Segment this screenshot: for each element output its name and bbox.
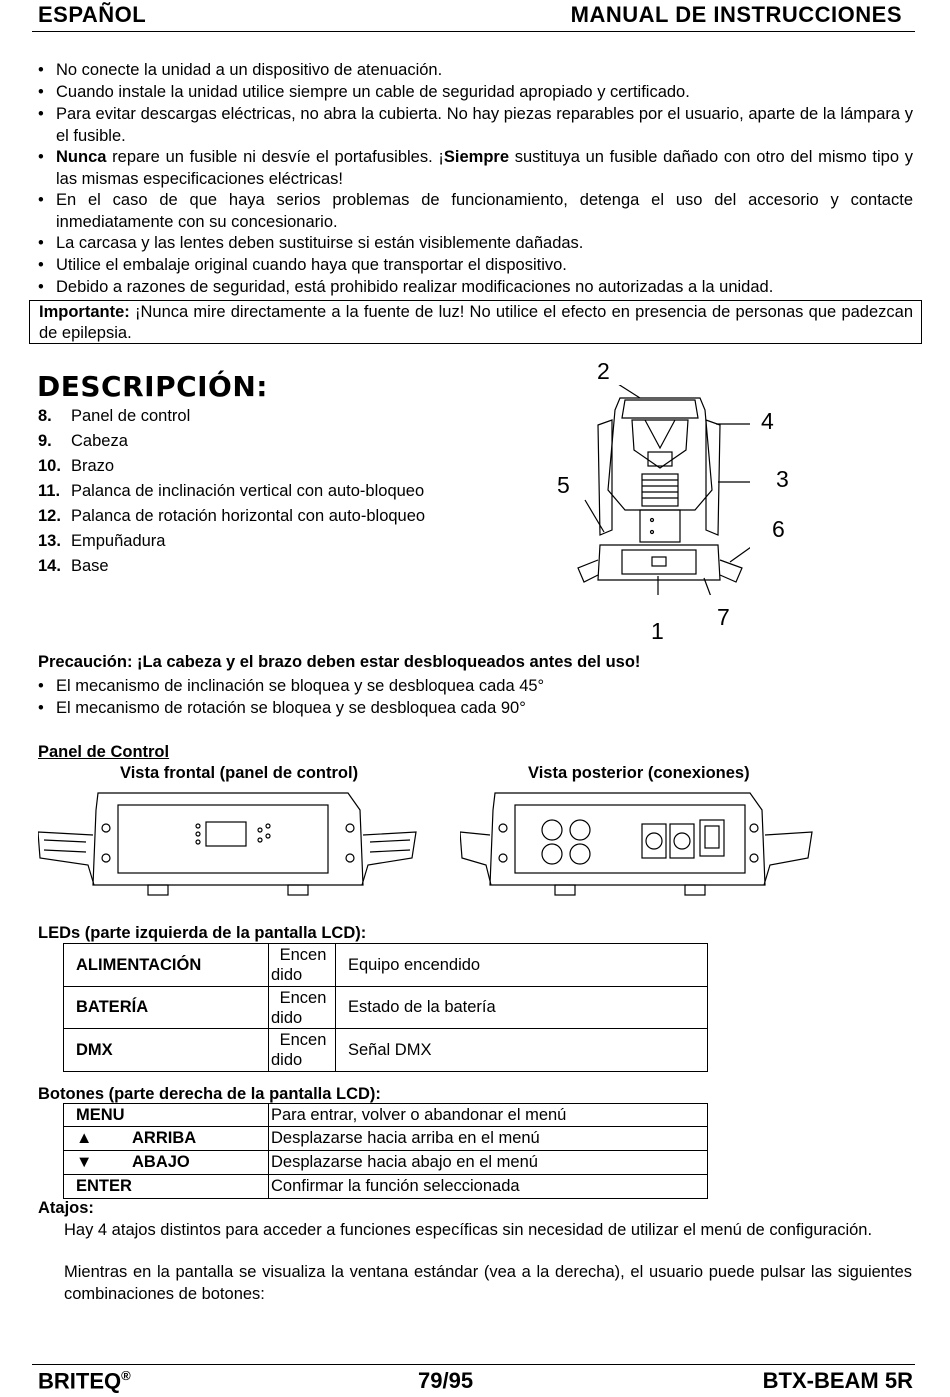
callout-4: 4 — [761, 408, 774, 434]
description-item: 10. Brazo — [38, 457, 115, 475]
front-view-illustration — [38, 790, 418, 900]
caution-item: • El mecanismo de inclinación se bloquea y se desbloquea cada 45° — [38, 677, 545, 695]
shortcuts-title: Atajos: — [38, 1199, 94, 1217]
description-item: 11. Palanca de inclinación vertical con auto-bloqueo — [38, 482, 425, 500]
description-item: 12. Palanca de rotación horizontal con auto-bloqueo — [38, 507, 426, 525]
bullet-item: • Cuando instale la unidad utilice siempre un cable de seguridad apropiado y certificado. — [38, 83, 690, 101]
rear-view-illustration — [460, 790, 815, 900]
description-item: 9. Cabeza — [38, 432, 128, 450]
bullet-item: • No conecte la unidad a un dispositivo de atenuación. — [38, 61, 443, 79]
callout-5: 5 — [557, 472, 570, 498]
control-panel-title: Panel de Control — [38, 743, 170, 761]
callout-7: 7 — [717, 604, 730, 630]
important-box — [29, 300, 922, 344]
caution-title: Precaución: ¡La cabeza y el brazo deben estar desbloqueados antes del uso! — [38, 653, 641, 671]
description-item: 8. Panel de control — [38, 407, 191, 425]
important-text: ¡Nunca mire directamente a la fuente de luz! No utilice el efecto en presencia de personas que padezcan de epilepsia. — [39, 303, 913, 342]
shortcuts-paragraph-2: Mientras en la pantalla se visualiza la ventana estándar (vea a la derecha), el usuario puede pulsar las siguientes combinaciones de botones: — [64, 1263, 912, 1303]
rear-view-caption: Vista posterior (conexiones) — [528, 764, 750, 782]
caution-item: • El mecanismo de rotación se bloquea y se desbloquea cada 90° — [38, 699, 526, 717]
description-item: 13. Empuñadura — [38, 532, 166, 550]
table-row: BATERÍA Encen dido Estado de la batería — [64, 987, 708, 1029]
shortcuts-paragraph-1: Hay 4 atajos distintos para acceder a funciones específicas sin necesidad de utilizar el menú de configuración. — [64, 1221, 873, 1239]
header-rule — [32, 31, 915, 32]
footer-rule — [32, 1364, 915, 1365]
header-title: MANUAL DE INSTRUCCIONES — [570, 2, 902, 27]
table-row: ▲ ARRIBA Desplazarse hacia arriba en el menú — [64, 1127, 708, 1151]
bullet-item: • En el caso de que haya serios problemas de funcionamiento, detenga el uso del accesorio y contacte inmediatamente con su concesionario. — [38, 191, 913, 231]
bullet-item: • Nunca repare un fusible ni desvíe el portafusibles. ¡Siempre sustituya un fusible dañado con otro del mismo tipo y las mismas especificaciones eléctricas! — [38, 148, 913, 188]
table-row: DMX Encen dido Señal DMX — [64, 1029, 708, 1072]
leds-title: LEDs (parte izquierda de la pantalla LCD): — [38, 924, 367, 942]
moving-head-illustration — [570, 385, 750, 595]
bullet-item: • Utilice el embalaje original cuando haya que transportar el dispositivo. — [38, 256, 567, 274]
footer-model: BTX-BEAM 5R — [762, 1368, 913, 1393]
callout-6: 6 — [772, 516, 785, 542]
leds-table — [63, 943, 708, 1072]
callout-2: 2 — [597, 358, 610, 384]
table-row: MENU Para entrar, volver o abandonar el menú — [64, 1104, 708, 1127]
table-row: ENTER Confirmar la función seleccionada — [64, 1175, 708, 1199]
description-item: 14. Base — [38, 557, 109, 575]
callout-3: 3 — [776, 466, 789, 492]
important-label: Importante: — [39, 303, 130, 321]
header-language: ESPAÑOL — [38, 2, 147, 27]
bullet-item: • Debido a razones de seguridad, está prohibido realizar modificaciones no autorizadas a la unidad. — [38, 278, 774, 296]
callout-1: 1 — [651, 618, 664, 644]
front-view-caption: Vista frontal (panel de control) — [120, 764, 359, 782]
table-row: ▼ ABAJO Desplazarse hacia abajo en el menú — [64, 1151, 708, 1175]
bullet-item: • Para evitar descargas eléctricas, no abra la cubierta. No hay piezas reparables por el usuario, aparte de la lámpara y el fusible. — [38, 105, 913, 145]
bullet-item: • La carcasa y las lentes deben sustituirse si están visiblemente dañadas. — [38, 234, 584, 252]
footer-page-number: 79/95 — [418, 1368, 474, 1393]
buttons-table — [63, 1103, 708, 1199]
footer-brand: BRITEQ® — [38, 1368, 131, 1394]
buttons-title: Botones (parte derecha de la pantalla LCD): — [38, 1085, 381, 1103]
table-row: ALIMENTACIÓN Encen dido Equipo encendido — [64, 944, 708, 987]
description-title: DESCRIPCIÓN: — [37, 370, 268, 403]
